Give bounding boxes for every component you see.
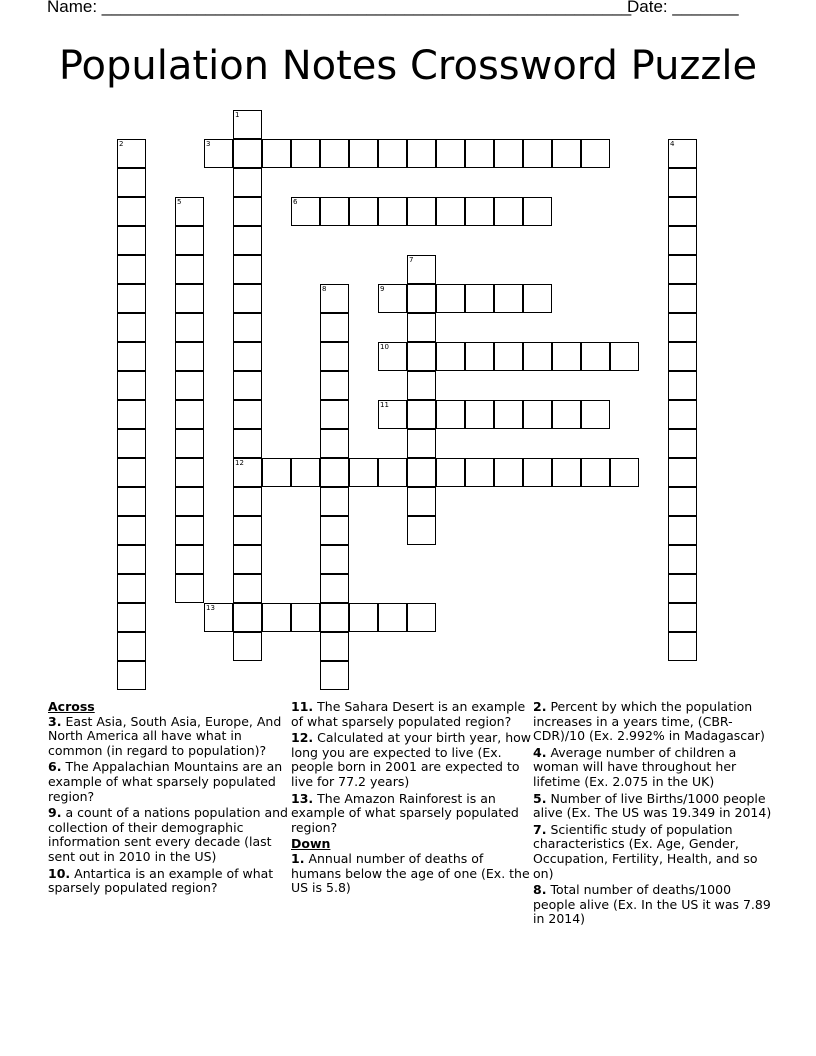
clue-down-4: 4. Average number of children a woman will have throughout her lifetime (Ex. 2.075 in the UK) — [533, 744, 737, 789]
grid-cell[interactable] — [117, 603, 146, 632]
grid-cell[interactable] — [233, 603, 262, 632]
cell-number: 5 — [177, 198, 182, 206]
down-heading: Down — [291, 836, 331, 852]
grid-cell[interactable] — [320, 516, 349, 545]
grid-cell[interactable] — [436, 400, 465, 429]
grid-cell[interactable] — [378, 284, 407, 313]
grid-cell[interactable] — [233, 284, 262, 313]
grid-cell[interactable] — [407, 371, 436, 400]
grid-cell[interactable] — [320, 342, 349, 371]
grid-cell[interactable] — [117, 168, 146, 197]
grid-cell[interactable] — [233, 168, 262, 197]
cell-number: 11 — [380, 401, 389, 409]
clue-across-9: 9. a count of a nations population and collection of their demographic information sent every decade (last sent out in 2010 in the US) — [48, 805, 288, 864]
grid-cell[interactable] — [117, 371, 146, 400]
grid-cell[interactable] — [407, 458, 436, 487]
grid-cell[interactable] — [320, 487, 349, 516]
clue-down-5: 5. Number of live Births/1000 people alive (Ex. The US was 19.349 in 2014) — [533, 790, 772, 821]
grid-cell[interactable] — [117, 197, 146, 226]
clue-down-2: 2. Percent by which the population increases in a years time, (CBR-CDR)/10 (Ex. 2.992% in Madagascar) — [533, 699, 765, 744]
grid-cell[interactable] — [407, 139, 436, 168]
grid-cell[interactable] — [668, 516, 697, 545]
grid-cell[interactable] — [407, 516, 436, 545]
grid-cell[interactable] — [407, 487, 436, 516]
grid-cell[interactable] — [117, 313, 146, 342]
grid-cell[interactable] — [117, 632, 146, 661]
grid-cell[interactable] — [175, 197, 204, 226]
grid-cell[interactable] — [175, 313, 204, 342]
grid-cell[interactable] — [465, 197, 494, 226]
grid-cell[interactable] — [117, 139, 146, 168]
cell-number: 8 — [322, 285, 327, 293]
clue-across-13: 13. The Amazon Rainforest is an example of what sparsely populated region? — [291, 790, 519, 835]
grid-cell[interactable] — [233, 139, 262, 168]
grid-cell[interactable] — [668, 139, 697, 168]
grid-cell[interactable] — [523, 139, 552, 168]
grid-cell[interactable] — [117, 458, 146, 487]
grid-cell[interactable] — [378, 603, 407, 632]
clue-column-1 — [48, 700, 288, 898]
grid-cell[interactable] — [204, 603, 233, 632]
grid-cell[interactable] — [175, 429, 204, 458]
clue-across-11: 11. The Sahara Desert is an example of what sparsely populated region? — [291, 699, 526, 729]
grid-cell[interactable] — [233, 255, 262, 284]
grid-cell[interactable] — [117, 284, 146, 313]
grid-cell[interactable] — [436, 284, 465, 313]
grid-cell[interactable] — [117, 574, 146, 603]
grid-cell[interactable] — [436, 458, 465, 487]
grid-cell[interactable] — [175, 371, 204, 400]
grid-cell[interactable] — [494, 139, 523, 168]
grid-cell[interactable] — [117, 226, 146, 255]
grid-cell[interactable] — [262, 139, 291, 168]
clue-across-3: 3. East Asia, South Asia, Europe, And North America all have what in common (in regard to population)? — [48, 713, 282, 758]
clue-across-10: 10. Antartica is an example of what sparsely populated region? — [48, 865, 274, 896]
grid-cell[interactable] — [175, 284, 204, 313]
cell-number: 2 — [119, 140, 124, 148]
grid-cell[interactable] — [465, 342, 494, 371]
grid-cell[interactable] — [320, 284, 349, 313]
clue-column-2 — [291, 700, 531, 898]
grid-cell[interactable] — [668, 632, 697, 661]
grid-cell[interactable] — [378, 400, 407, 429]
grid-cell[interactable] — [436, 342, 465, 371]
cell-number: 3 — [206, 140, 211, 148]
grid-cell[interactable] — [233, 545, 262, 574]
grid-cell[interactable] — [552, 400, 581, 429]
grid-cell[interactable] — [233, 400, 262, 429]
cell-number: 9 — [380, 285, 385, 293]
grid-cell[interactable] — [320, 603, 349, 632]
grid-cell[interactable] — [581, 139, 610, 168]
grid-cell[interactable] — [117, 342, 146, 371]
name-field[interactable]: Name: ________________________________________________________ — [47, 0, 632, 16]
grid-cell[interactable] — [175, 487, 204, 516]
grid-cell[interactable] — [233, 110, 262, 139]
grid-cell[interactable] — [175, 458, 204, 487]
grid-cell[interactable] — [320, 400, 349, 429]
grid-cell[interactable] — [320, 139, 349, 168]
grid-cell[interactable] — [494, 342, 523, 371]
grid-cell[interactable] — [233, 632, 262, 661]
grid-cell[interactable] — [320, 632, 349, 661]
grid-cell[interactable] — [523, 284, 552, 313]
grid-cell[interactable] — [378, 342, 407, 371]
grid-cell[interactable] — [407, 284, 436, 313]
grid-cell[interactable] — [523, 400, 552, 429]
clue-across-6: 6. The Appalachian Mountains are an example of what sparsely populated region? — [48, 759, 283, 804]
grid-cell[interactable] — [233, 458, 262, 487]
grid-cell[interactable] — [320, 458, 349, 487]
grid-cell[interactable] — [175, 226, 204, 255]
grid-cell[interactable] — [117, 661, 146, 690]
clue-down-1: 1. Annual number of deaths of humans below the age of one (Ex. the US is 5.8) — [291, 850, 530, 896]
clue-down-8: 8. Total number of deaths/1000 people alive (Ex. In the US it was 7.89 in 2014) — [533, 882, 771, 927]
grid-cell[interactable] — [378, 197, 407, 226]
grid-cell[interactable] — [523, 342, 552, 371]
grid-cell[interactable] — [175, 516, 204, 545]
grid-cell[interactable] — [117, 255, 146, 284]
grid-cell[interactable] — [233, 487, 262, 516]
grid-cell[interactable] — [552, 139, 581, 168]
date-field[interactable]: Date: _______ — [627, 0, 739, 16]
grid-cell[interactable] — [610, 458, 639, 487]
grid-cell[interactable] — [291, 197, 320, 226]
grid-cell[interactable] — [175, 400, 204, 429]
grid-cell[interactable] — [175, 574, 204, 603]
cell-number: 12 — [235, 459, 244, 467]
grid-cell[interactable] — [668, 371, 697, 400]
grid-cell[interactable] — [262, 458, 291, 487]
grid-cell[interactable] — [349, 603, 378, 632]
cell-number: 10 — [380, 343, 389, 351]
grid-cell[interactable] — [233, 342, 262, 371]
grid-cell[interactable] — [320, 545, 349, 574]
grid-cell[interactable] — [436, 139, 465, 168]
grid-cell[interactable] — [465, 139, 494, 168]
grid-cell[interactable] — [378, 139, 407, 168]
grid-cell[interactable] — [465, 400, 494, 429]
grid-cell[interactable] — [407, 603, 436, 632]
grid-cell[interactable] — [117, 516, 146, 545]
grid-cell[interactable] — [262, 603, 291, 632]
grid-cell[interactable] — [552, 458, 581, 487]
grid-cell[interactable] — [320, 574, 349, 603]
grid-cell[interactable] — [610, 342, 639, 371]
grid-cell[interactable] — [175, 545, 204, 574]
grid-cell[interactable] — [668, 168, 697, 197]
grid-cell[interactable] — [581, 400, 610, 429]
grid-cell[interactable] — [668, 313, 697, 342]
grid-cell[interactable] — [291, 603, 320, 632]
cell-number: 6 — [293, 198, 298, 206]
grid-cell[interactable] — [233, 429, 262, 458]
grid-cell[interactable] — [175, 342, 204, 371]
cell-number: 13 — [206, 604, 215, 612]
grid-cell[interactable] — [204, 139, 233, 168]
grid-cell[interactable] — [668, 429, 697, 458]
grid-cell[interactable] — [494, 284, 523, 313]
grid-cell[interactable] — [320, 313, 349, 342]
grid-cell[interactable] — [233, 226, 262, 255]
grid-cell[interactable] — [349, 458, 378, 487]
grid-cell[interactable] — [117, 545, 146, 574]
grid-cell[interactable] — [407, 400, 436, 429]
cell-number: 7 — [409, 256, 414, 264]
across-heading: Across — [48, 699, 95, 714]
grid-cell[interactable] — [407, 255, 436, 284]
grid-cell[interactable] — [233, 516, 262, 545]
grid-cell[interactable] — [523, 458, 552, 487]
grid-cell[interactable] — [581, 342, 610, 371]
grid-cell[interactable] — [117, 487, 146, 516]
grid-cell[interactable] — [175, 255, 204, 284]
grid-cell[interactable] — [494, 400, 523, 429]
grid-cell[interactable] — [668, 255, 697, 284]
grid-cell[interactable] — [407, 429, 436, 458]
grid-cell[interactable] — [465, 458, 494, 487]
grid-cell[interactable] — [668, 574, 697, 603]
grid-cell[interactable] — [233, 197, 262, 226]
grid-cell[interactable] — [407, 197, 436, 226]
grid-cell[interactable] — [117, 429, 146, 458]
grid-cell[interactable] — [349, 139, 378, 168]
grid-cell[interactable] — [291, 139, 320, 168]
grid-cell[interactable] — [378, 458, 407, 487]
grid-cell[interactable] — [320, 371, 349, 400]
grid-cell[interactable] — [233, 313, 262, 342]
grid-cell[interactable] — [668, 342, 697, 371]
grid-cell[interactable] — [552, 342, 581, 371]
grid-cell[interactable] — [668, 603, 697, 632]
grid-cell[interactable] — [233, 574, 262, 603]
grid-cell[interactable] — [668, 487, 697, 516]
grid-cell[interactable] — [668, 458, 697, 487]
grid-cell[interactable] — [407, 313, 436, 342]
grid-cell[interactable] — [668, 545, 697, 574]
grid-cell[interactable] — [494, 197, 523, 226]
grid-cell[interactable] — [407, 342, 436, 371]
grid-cell[interactable] — [320, 429, 349, 458]
clue-column-3 — [533, 700, 773, 929]
grid-cell[interactable] — [523, 197, 552, 226]
cell-number: 4 — [670, 140, 675, 148]
grid-cell[interactable] — [320, 661, 349, 690]
grid-cell[interactable] — [117, 400, 146, 429]
cell-number: 1 — [235, 111, 240, 119]
grid-cell[interactable] — [668, 284, 697, 313]
grid-cell[interactable] — [436, 197, 465, 226]
grid-cell[interactable] — [668, 197, 697, 226]
grid-cell[interactable] — [320, 197, 349, 226]
grid-cell[interactable] — [668, 400, 697, 429]
grid-cell[interactable] — [349, 197, 378, 226]
clue-down-7: 7. Scientific study of population characteristics (Ex. Age, Gender, Occupation, Fertility, Health, and so on) — [533, 821, 758, 881]
grid-cell[interactable] — [291, 458, 320, 487]
clue-across-12: 12. Calculated at your birth year, how long you are expected to live (Ex. people born in 2001 are expected to live for 77.2 years) — [291, 730, 532, 789]
grid-cell[interactable] — [465, 284, 494, 313]
page-title: Population Notes Crossword Puzzle — [58, 43, 758, 89]
grid-cell[interactable] — [668, 226, 697, 255]
grid-cell[interactable] — [494, 458, 523, 487]
grid-cell[interactable] — [233, 371, 262, 400]
grid-cell[interactable] — [581, 458, 610, 487]
